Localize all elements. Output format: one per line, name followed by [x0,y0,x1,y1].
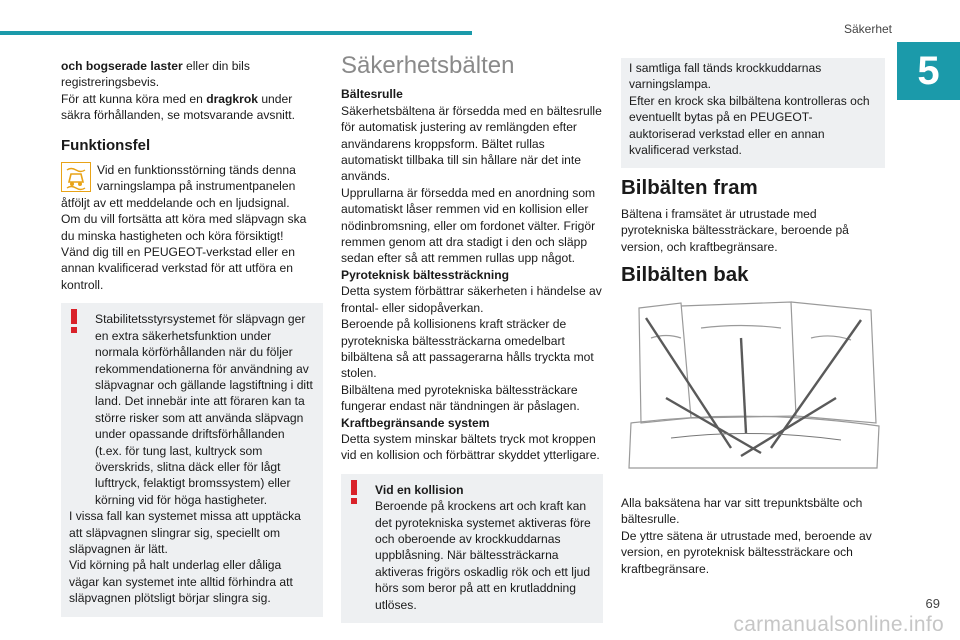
warning-box-trailer [61,303,323,616]
info-box-text-2: Efter en krock ska bilbältena kontrolleras och eventuellt bytas på en PEUGEOT-auktoriserad verkstad eller en annan kvalificerad verkstad. [629,93,870,158]
intro-paragraph-2: För att kunna köra med en dragkrok under säkra förhållanden, se motsvarande avsnitt. [61,91,295,123]
watermark: carmanualsonline.info [733,613,944,636]
heading-bilbalten-fram: Bilbälten fram [621,176,758,200]
column-2 [341,52,603,623]
warning-title: Vid en kollision [375,482,464,497]
warning-box-collision [341,474,603,623]
fault-text: Vid en funktionsstörning tänds denna varningslampa på instrumentpanelen åtföljt av ett meddelande och en ljudsignal. [61,163,296,210]
paragraph-6: Detta system minskar bältets tryck mot kroppen vid en kollision och förbättrar skyddet ytterligare. [341,431,600,463]
section-title: Säkerhet [843,22,892,36]
warning-text: Beroende på krockens art och kraft kan det pyrotekniska systemet aktiveras före och oberoende av krockkuddarnas uppblåsning. När bältessträckarna aktiveras frigörs oskadlig rök och ett ljud hörs som beror på att en krutladdning utlöses. [375,499,591,612]
page-number: 69 [925,596,940,611]
chapter-tab [897,42,960,100]
rear-belts-text: Alla baksätena har var sitt trepunktsbälte och bältesrulle. [621,495,863,527]
intro-paragraph: och bogserade laster eller din bils registreringsbevis. [61,59,250,90]
warning-text-1: Stabilitetsstyrsystemet för släpvagn ger en extra säkerhetsfunktion under normala körförhållanden när du följer rekommendationerna för användning av släpvagnar och gällande lagstiftning i ditt land. Det innebär inte att föraren kan ta större risker som att använda släpvagn under opassande driftsförhållanden (t.ex. för tung last, kultryck som överskrids, slitna däck eller för lågt lufttryck, felaktigt bromssystem) eller körning vid för höga hastigheter. [95,312,313,507]
front-belts-text: Bältena i framsätet är utrustade med pyrotekniska bältessträckare, beroende på version, och kraftbegränsare. [621,206,849,254]
fault-block [61,162,323,293]
warning-text-2: I vissa fall kan systemet missa att upptäcka att släpvagnen slingrar sig, speciellt om släpvagnen är lätt. [69,509,301,556]
subheading-kraftbegransande: Kraftbegränsande system [341,415,490,430]
paragraph-2: Upprullarna är försedda med en anordning som automatiskt låser remmen vid en kollision eller nödinbromsning, eller om fordonet välter. Frigör remmen genom att dra stadigt i den och släpp sedan efter så att remmen rullas upp något. [341,185,596,266]
paragraph-3: Detta system förbättrar säkerheten i händelse av frontal- eller sidopåverkan. [341,284,602,315]
exclamation-warning-icon [347,480,361,504]
chapter-number: 5 [917,48,940,93]
warning-text-3: Vid körning på halt underlag eller dåliga vägar kan systemet inte alltid förhindra att släpvagnen plötsligt börjar slingra sig. [69,558,293,606]
exclamation-warning-icon [67,309,81,333]
trailer-stability-warning-icon [61,162,91,192]
info-box-text: I samtliga fall tänds krockkuddarnas varningslampa. [629,61,822,92]
fault-text-3: Vänd dig till en PEUGEOT-verkstad eller en annan kvalificerad verkstad för att utföra en kontroll. [61,245,295,292]
subheading-pyroteknisk: Pyroteknisk bältessträckning [341,267,510,282]
heading-bilbalten-bak: Bilbälten bak [621,263,749,287]
heading-funktionsfel: Funktionsfel [61,136,151,154]
paragraph-5: Bilbältena med pyrotekniska bältessträckare fungerar endast när tändningen är påslagen. [341,382,580,414]
paragraph-1: Säkerhetsbältena är försedda med en bältesrulle för automatisk justering av remlängden efter användarens kroppsform. Bältet rullas automatiskt tillbaka till sin hållare när det inte används. [341,103,602,184]
rear-belts-text-2: De yttre sätena är utrustade med, beroende av version, en pyroteknisk bältessträckare och kraftbegränsare. [621,528,872,576]
rear-seatbelt-illustration [621,298,883,478]
info-box [621,58,885,168]
header-accent-bar [0,31,472,35]
paragraph-4: Beroende på kollisionens kraft sträcker de pyrotekniska bältessträckarna omedelbart bilbältena så att passagerarna hålls tryckta mot stolen. [341,317,594,381]
section-heading-sakerhetsbalten: Säkerhetsbälten [341,52,515,79]
fault-text-2: Om du vill fortsätta att köra med släpvagn ska du minska hastigheten och köra försiktigt! [61,212,307,243]
column-1 [61,58,323,617]
column-3 [621,58,885,577]
subheading-baltesrulle: Bältesrulle [341,87,403,102]
